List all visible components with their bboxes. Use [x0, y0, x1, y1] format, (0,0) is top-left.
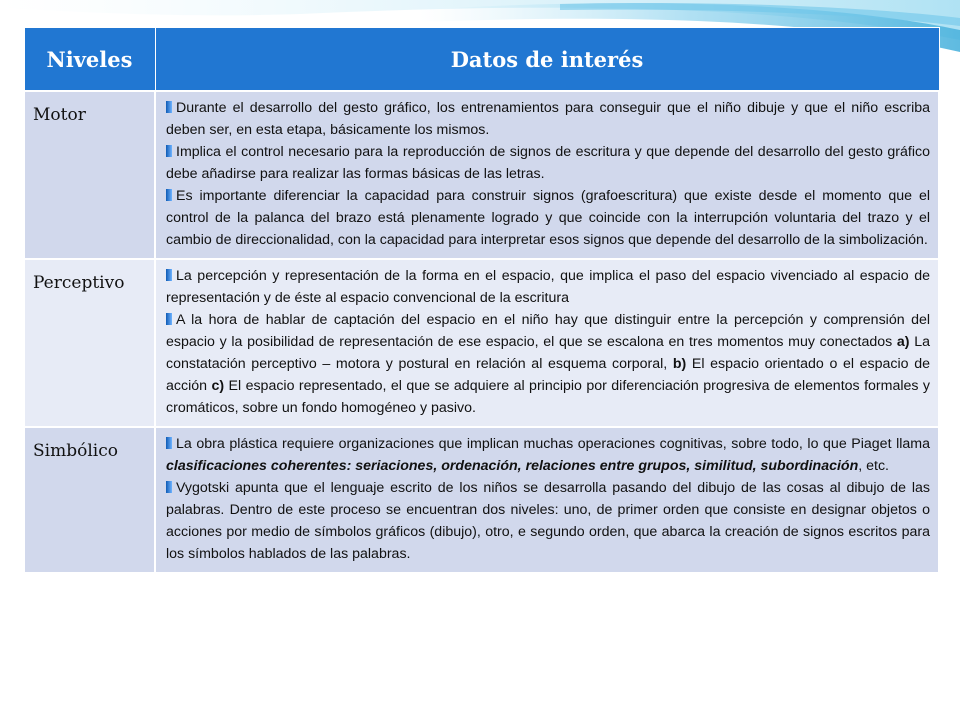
table-row-perceptivo	[24, 259, 939, 427]
level-cell-perceptivo: Perceptivo	[24, 259, 155, 427]
header-datos-de-interes: Datos de interés	[155, 28, 939, 92]
item-marker-a: a)	[896, 334, 910, 350]
content-table-wrapper	[23, 27, 938, 574]
item-marker-b: b)	[672, 356, 687, 372]
item-text: Vygotski apunta que el lenguaje escrito de los niños se desarrolla pasando del dibujo de las cosas al dibujo de las palabras. Dentro de este proceso se encuentran dos niveles: uno, de primer orden que consiste en designar objetos o acciones por medio de símbolos gráficos (dibujo), otro, e segundo orden, que abarca la creación de signos escritos para los símbolos hablados de las palabras.	[166, 480, 930, 562]
square-bullet-icon	[166, 101, 172, 113]
list-item	[166, 141, 930, 185]
item-marker-c: c)	[211, 378, 225, 394]
data-cell-perceptivo	[155, 259, 939, 427]
item-text-part: La obra plástica requiere organizaciones que implican muchas operaciones cognitivas, sobre todo, lo que Piaget llama	[176, 436, 930, 452]
item-text-part: La constatación perceptivo – motora y postural en relación al esquema corporal,	[166, 334, 930, 372]
list-item	[166, 185, 930, 251]
list-item	[166, 265, 930, 309]
square-bullet-icon	[166, 189, 172, 201]
item-text: Durante el desarrollo del gesto gráfico, los entrenamientos para conseguir que el niño dibuje y que el niño escriba deben ser, en esta etapa, básicamente los mismos.	[166, 100, 930, 138]
item-text-part: A la hora de hablar de captación del espacio en el niño hay que distinguir entre la percepción y comprensión del espacio y la posibilidad de representación de ese espacio, el que se escalona en tres momentos muy conectados	[166, 312, 930, 350]
item-text-part: , etc.	[858, 458, 890, 474]
levels-table	[23, 27, 940, 574]
list-item	[166, 433, 930, 477]
square-bullet-icon	[166, 313, 172, 325]
item-emphasis: clasificaciones coherentes: seriaciones, ordenación, relaciones entre grupos, similitud, subordinación	[166, 458, 859, 474]
square-bullet-icon	[166, 145, 172, 157]
item-text: Implica el control necesario para la reproducción de signos de escritura y que depende del desarrollo del gesto gráfico debe añadirse para realizar las formas básicas de las letras.	[166, 144, 930, 182]
item-text: Es importante diferenciar la capacidad para construir signos (grafoescritura) que existe desde el momento que el control de la palanca del brazo está plenamente logrado y que coincide con la interrupción voluntaria del trazo y el cambio de direccionalidad, con la capacidad para interpretar esos signos que depende del desarrollo de la simbolización.	[166, 188, 930, 248]
table-header-row	[24, 28, 939, 92]
table-row-motor	[24, 91, 939, 259]
item-text-part: El espacio orientado o el espacio de acción	[166, 356, 930, 394]
list-item	[166, 477, 930, 565]
list-item	[166, 97, 930, 141]
square-bullet-icon	[166, 481, 172, 493]
list-item	[166, 309, 930, 419]
data-cell-motor	[155, 91, 939, 259]
header-niveles: Niveles	[24, 28, 155, 92]
table-row-simbolico	[24, 427, 939, 573]
level-cell-simbolico: Simbólico	[24, 427, 155, 573]
level-cell-motor: Motor	[24, 91, 155, 259]
square-bullet-icon	[166, 269, 172, 281]
square-bullet-icon	[166, 437, 172, 449]
item-text: La percepción y representación de la forma en el espacio, que implica el paso del espacio vivenciado al espacio de representación y de éste al espacio convencional de la escritura	[166, 268, 930, 306]
item-text-part: El espacio representado, el que se adquiere al principio por diferenciación progresiva de elementos formales y cromáticos, sobre un fondo homogéneo y pasivo.	[166, 378, 931, 416]
data-cell-simbolico	[155, 427, 939, 573]
